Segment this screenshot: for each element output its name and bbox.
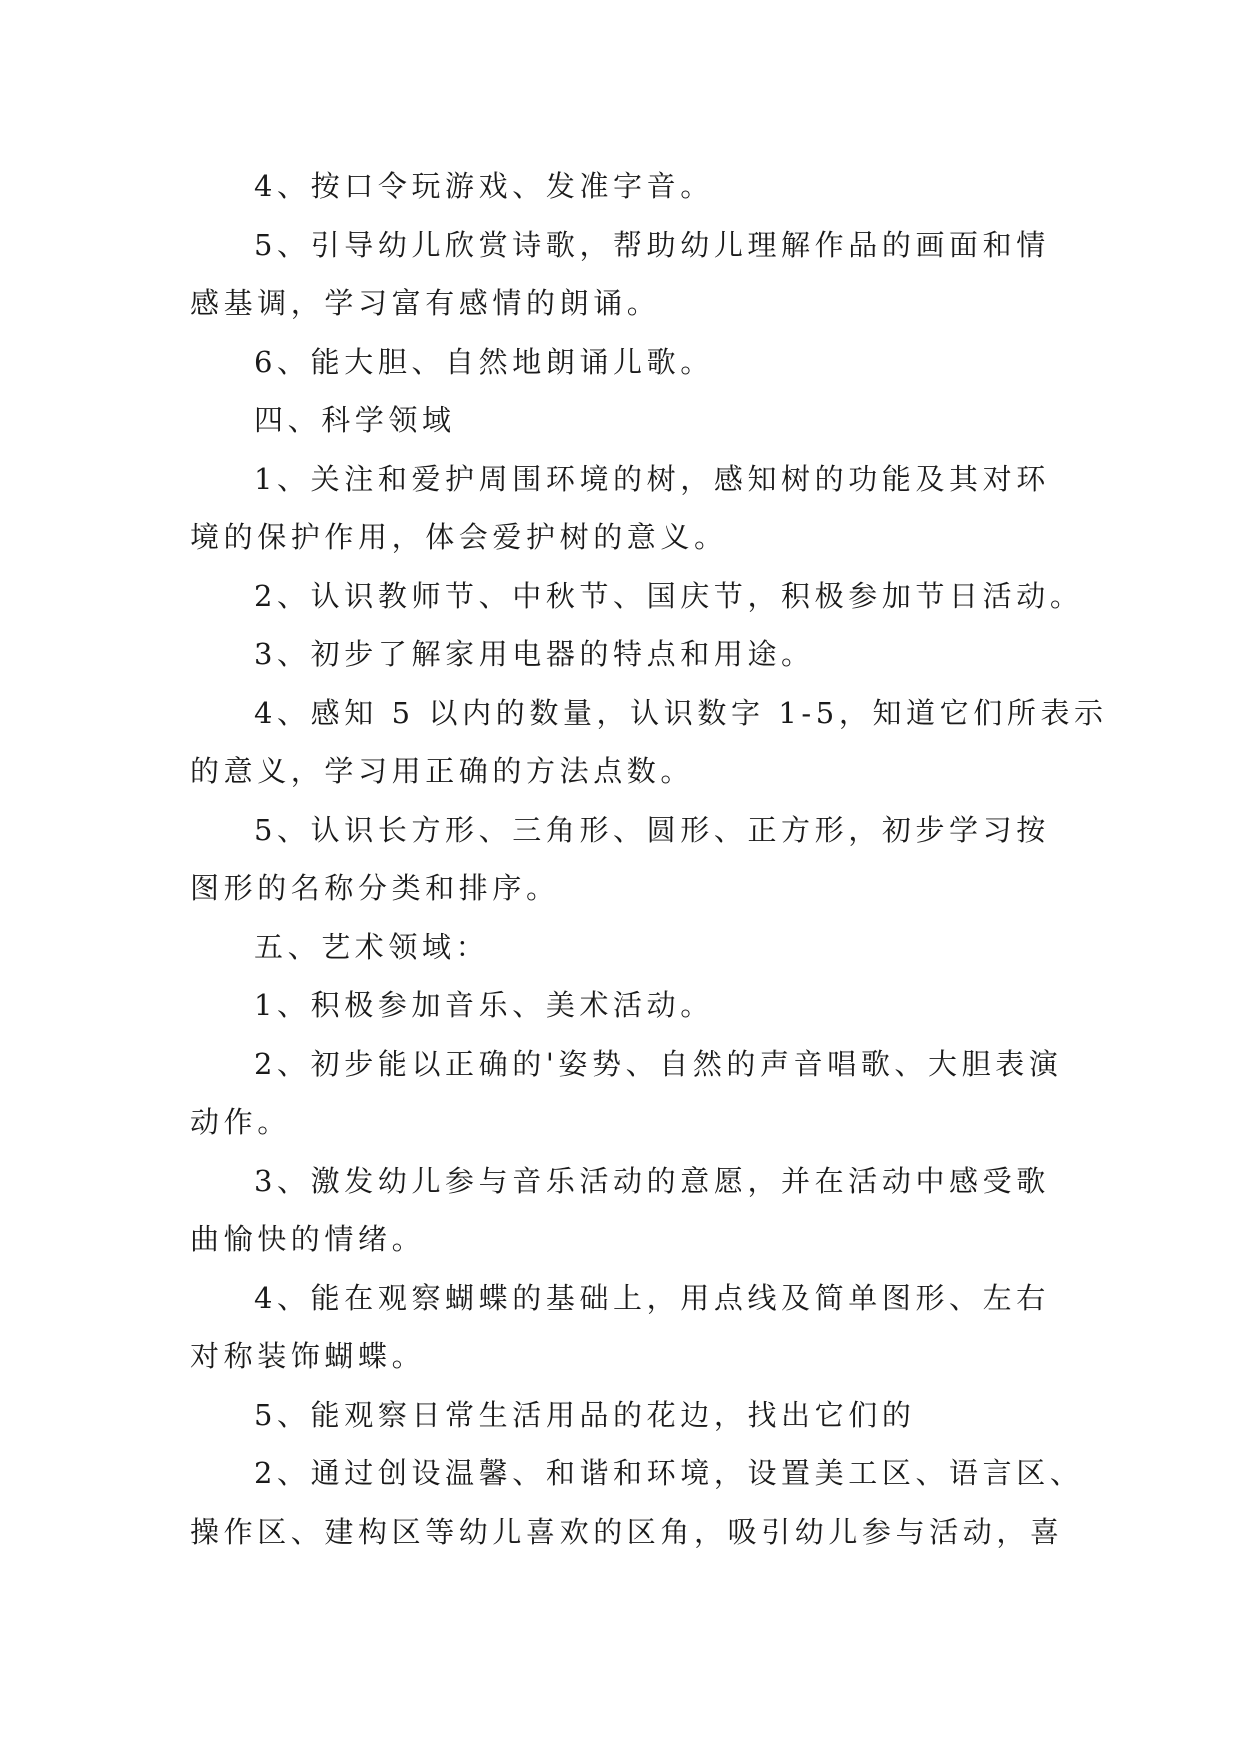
text-line: 操作区、建构区等幼儿喜欢的区角，吸引幼儿参与活动，喜 — [190, 1515, 1064, 1549]
text-line: 4、能在观察蝴蝶的基础上，用点线及简单图形、左右 — [254, 1281, 1050, 1315]
text-line: 2、通过创设温馨、和谐和环境，设置美工区、语言区、 — [254, 1456, 1084, 1490]
text-line: 6、能大胆、自然地朗诵儿歌。 — [254, 345, 714, 379]
text-line: 3、激发幼儿参与音乐活动的意愿，并在活动中感受歌 — [254, 1164, 1050, 1198]
text-line: 对称装饰蝴蝶。 — [190, 1339, 426, 1373]
section-heading: 五、艺术领域： — [254, 930, 490, 964]
text-line: 2、初步能以正确的'姿势、自然的声音唱歌、大胆表演 — [254, 1047, 1063, 1081]
section-heading: 四、科学领域 — [254, 403, 456, 437]
text-line: 的意义，学习用正确的方法点数。 — [190, 754, 695, 788]
text-line: 曲愉快的情绪。 — [190, 1222, 426, 1256]
text-line: 3、初步了解家用电器的特点和用途。 — [254, 637, 815, 671]
text-line: 2、认识教师节、中秋节、国庆节，积极参加节日活动。 — [254, 579, 1084, 613]
text-line: 5、认识长方形、三角形、圆形、正方形，初步学习按 — [254, 813, 1050, 847]
text-line: 5、引导幼儿欣赏诗歌，帮助幼儿理解作品的画面和情 — [254, 228, 1050, 262]
text-line: 1、积极参加音乐、美术活动。 — [254, 988, 714, 1022]
text-line: 图形的名称分类和排序。 — [190, 871, 560, 905]
text-line: 动作。 — [190, 1105, 291, 1139]
text-line: 境的保护作用，体会爱护树的意义。 — [190, 520, 728, 554]
text-line: 感基调，学习富有感情的朗诵。 — [190, 286, 661, 320]
text-line: 5、能观察日常生活用品的花边，找出它们的 — [254, 1398, 916, 1432]
text-line: 1、关注和爱护周围环境的树，感知树的功能及其对环 — [254, 462, 1050, 496]
text-line: 4、按口令玩游戏、发准字音。 — [254, 169, 714, 203]
text-line: 4、感知 5 以内的数量，认识数字 1-5，知道它们所表示 — [254, 696, 1108, 730]
